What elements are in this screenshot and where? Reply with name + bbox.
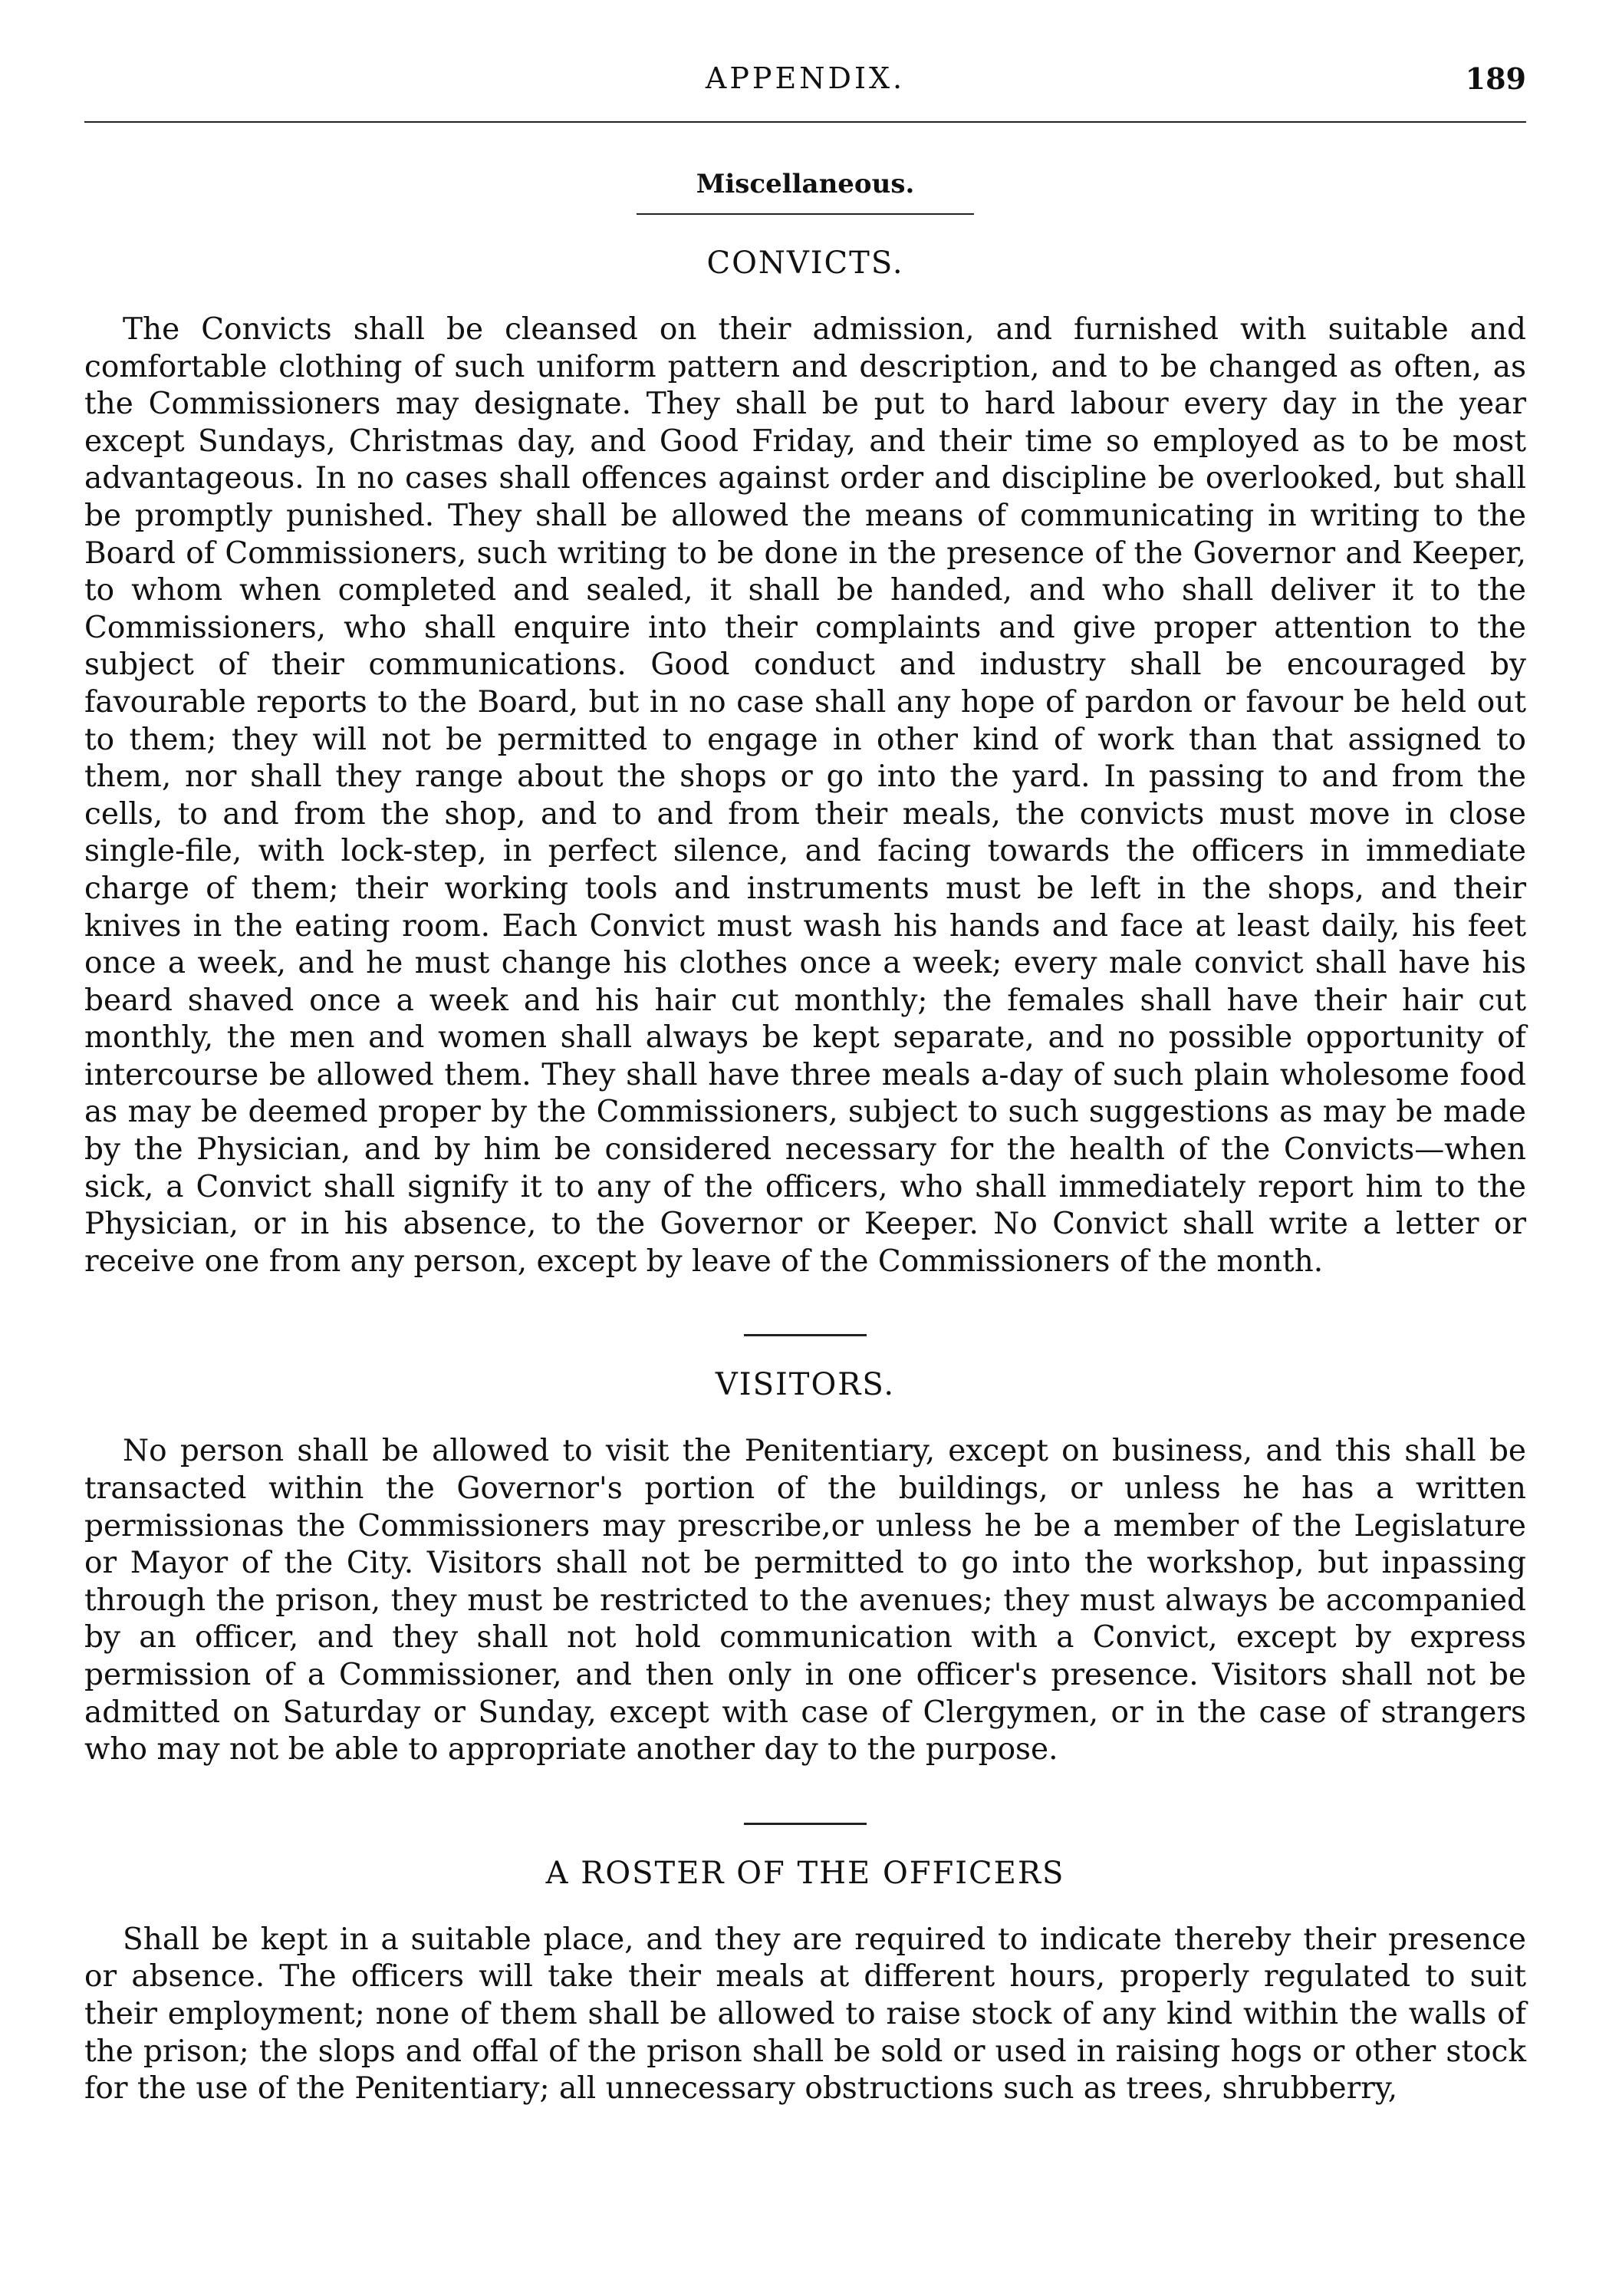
subheading: Miscellaneous. xyxy=(696,169,915,199)
running-header xyxy=(84,46,1526,107)
section-title-visitors: VISITORS. xyxy=(715,1367,896,1403)
paragraph-visitors: No person shall be allowed to visit the Penitentiary, except on business, and this shall be transacted within the Governor's portion of the buildings, or unless he has a written permissionas the Commissioners may prescribe,or unless he be a member of the Legislature or Mayor of the City. Visitors shall not be permitted to go into the workshop, but inpassing through the prison, they must be restricted to the avenues; they must always be accompanied by an officer, and they shall not hold communication with a Convict, except by express permission of a Commissioner, and then only in one officer's presence. Visitors shall not be admitted on Saturday or Sunday, except with case of Clergymen, or in the case of strangers who may not be able to appropriate another day to the purpose. xyxy=(84,1434,1526,1767)
section-divider xyxy=(744,1823,867,1825)
section-title-convicts: CONVICTS. xyxy=(706,245,904,281)
section-title-roster: A ROSTER OF THE OFFICERS xyxy=(545,1855,1065,1891)
section-divider xyxy=(744,1334,867,1336)
page xyxy=(84,46,1526,2108)
subheading-rule xyxy=(637,213,974,215)
header-rule xyxy=(84,121,1526,123)
page-number: 189 xyxy=(1465,61,1526,96)
section-roster xyxy=(84,1856,1526,2108)
running-title: APPENDIX. xyxy=(705,61,906,95)
section-visitors xyxy=(84,1367,1526,1768)
section-convicts xyxy=(84,245,1526,1280)
paragraph-convicts: The Convicts shall be cleansed on their admission, and furnished with suitable and comfortable clothing of such uniform pattern and description, and to be changed as often, as the Commissioners may designate. They shall be put to hard labour every day in the year except Sundays, Christmas day, and Good Friday, and their time so employed as to be most advantageous. In no cases shall offences against order and discipline be overlooked, but shall be promptly punished. They shall be allowed the means of communicating in writing to the Board of Commissioners, such writing to be done in the presence of the Governor and Keeper, to whom when completed and sealed, it shall be handed, and who shall deliver it to the Commissioners, who shall enquire into their complaints and give proper attention to the subject of their communications. Good conduct and industry shall be encouraged by favourable reports to the Board, but in no case shall any hope of pardon or favour be held out to them; they will not be permitted to engage in other kind of work than that assigned to them, nor shall they range about the shops or go into the yard. In passing to and from the cells, to and from the shop, and to and from their meals, the convicts must move in close single-file, with lock-step, in perfect silence, and facing towards the officers in immediate charge of them; their working tools and instruments must be left in the shops, and their knives in the eating room. Each Convict must wash his hands and face at least daily, his feet once a week, and he must change his clothes once a week; every male convict shall have his beard shaved once a week and his hair cut monthly; the females shall have their hair cut monthly, the men and women shall always be kept separate, and no possible opportunity of intercourse be allowed them. They shall have three meals a-day of such plain wholesome food as may be deemed proper by the Commissioners, subject to such suggestions as may be made by the Physician, and by him be considered necessary for the health of the Convicts—when sick, a Convict shall signify it to any of the officers, who shall immediately report him to the Physician, or in his absence, to the Governor or Keeper. No Convict shall write a letter or receive one from any person, except by leave of the Commissioners of the month. xyxy=(84,312,1526,1279)
paragraph-roster: Shall be kept in a suitable place, and they are required to indicate thereby their presence or absence. The officers will take their meals at different hours, properly regulated to suit their employment; none of them shall be allowed to raise stock of any kind within the walls of the prison; the slops and offal of the prison shall be sold or used in raising hogs or other stock for the use of the Penitentiary; all unnecessary obstructions such as trees, shrubberry, xyxy=(84,1922,1526,2107)
